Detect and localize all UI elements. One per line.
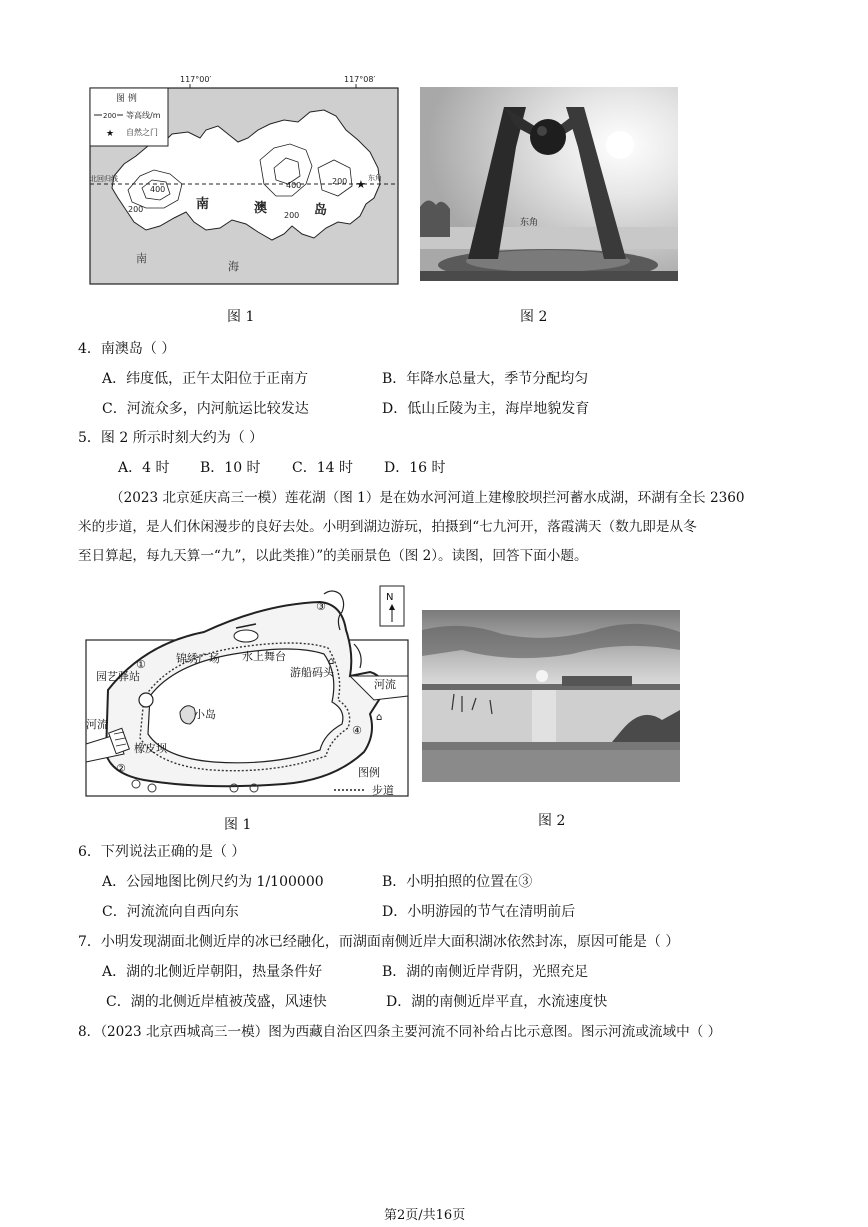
- figure-1-map-lotus-lake: [84, 584, 410, 798]
- contour-value: 400: [150, 185, 166, 194]
- question-5-option-d: D．16 时: [384, 460, 446, 476]
- question-6-option-c: C．河流流向自西向东: [102, 904, 239, 920]
- question-5-option-a: A．4 时: [118, 460, 170, 476]
- legend-trail-label: 步道: [372, 784, 394, 797]
- question-8-stem: 8．（2023 北京西城高三一模）图为西藏自治区四条主要河流不同补给占比示意图。图示河流或流域中（ ）: [78, 1024, 722, 1040]
- house-icon: ⌂: [376, 712, 383, 723]
- label-garden-station: 园艺驿站: [96, 670, 140, 683]
- contour-value: 400: [286, 181, 302, 190]
- question-7-option-d: D．湖的南侧近岸平直，水流速度快: [386, 994, 608, 1010]
- label-rubber-dam: 橡皮坝: [134, 742, 167, 755]
- sunset-photo-svg: [422, 610, 680, 782]
- question-6-stem: 6．下列说法正确的是（ ）: [78, 844, 246, 860]
- island-name-char: 澳: [254, 201, 268, 216]
- legend-title: 图 例: [116, 94, 137, 104]
- nanao-map-svg: [88, 72, 400, 286]
- sea-name-char: 南: [136, 252, 147, 265]
- figure-1-map-nanao: [88, 72, 400, 286]
- question-5-option-c: C．14 时: [292, 460, 353, 476]
- figure-2-photo-sunset: [422, 610, 680, 782]
- figure-2-caption-mid: 图 2: [538, 813, 566, 829]
- point-3-marker: ③: [316, 600, 326, 613]
- lon-right-label: 117°08′: [344, 75, 376, 84]
- point-4-marker: ④: [352, 724, 362, 737]
- label-water-stage: 水上舞台: [242, 650, 286, 663]
- question-4-stem: 4．南澳岛（ ）: [78, 341, 176, 357]
- label-river-east: 河流: [374, 678, 396, 691]
- contour-value: 200: [284, 211, 300, 220]
- figure-1-caption-top: 图 1: [227, 309, 255, 325]
- north-label: N: [386, 592, 394, 603]
- figure-2-photo-monument: [420, 87, 678, 281]
- point-2-marker: ②: [116, 762, 126, 775]
- question-5-stem: 5．图 2 所示时刻大约为（ ）: [78, 430, 264, 446]
- label-jinxiu-square: 锦绣广场: [176, 652, 220, 665]
- intro-line-3: 至日算起，每九天算一“九”，以此类推）”的美丽景色（图 2）。读图，回答下面小题。: [78, 548, 588, 564]
- question-4-option-b: B．年降水总量大，季节分配均匀: [382, 371, 589, 387]
- question-7-option-c: C．湖的北侧近岸植被茂盛，风速快: [106, 994, 327, 1010]
- label-boat-dock: 游船码头: [290, 666, 334, 679]
- legend-contour-value: 200: [103, 112, 117, 120]
- page-number-footer: 第2页/共16页: [384, 1208, 466, 1223]
- question-6-option-d: D．小明游园的节气在清明前后: [382, 904, 576, 920]
- point-1-marker: ①: [136, 658, 146, 671]
- question-7-option-b: B．湖的南侧近岸背阴，光照充足: [382, 964, 589, 980]
- water-stage-symbol: [234, 630, 258, 642]
- label-river-west: 河流: [86, 718, 108, 731]
- question-6-option-b: B．小明拍照的位置在③: [382, 874, 533, 890]
- question-4-option-d: D．低山丘陵为主，海岸地貌发育: [382, 401, 590, 417]
- figure-1-caption-mid: 图 1: [224, 817, 252, 833]
- question-7-option-a: A．湖的北侧近岸朝阳，热量条件好: [102, 964, 323, 980]
- intro-line-2: 米的步道，是人们休闲漫步的良好去处。小明到湖边游玩，拍摄到“七九河开，落霞满天（数九即是从冬: [78, 519, 697, 535]
- legend-contour-label: 等高线/m: [126, 111, 161, 120]
- monument-photo-svg: [420, 87, 678, 281]
- question-7-stem: 7．小明发现湖面北侧近岸的冰已经融化，而湖面南侧近岸大面积湖冰依然封冻，原因可能是（ ）: [78, 934, 680, 950]
- sea-name-char: 海: [228, 260, 239, 273]
- contour-value: 200: [128, 205, 144, 214]
- island-name-char: 岛: [314, 203, 328, 218]
- question-4-option-a: A．纬度低，正午太阳位于正南方: [102, 371, 309, 387]
- legend-star-label: 自然之门: [126, 128, 158, 137]
- figure-2-caption-top: 图 2: [520, 309, 548, 325]
- legend-title-mid: 图例: [358, 766, 380, 779]
- lotus-lake-map-svg: [84, 584, 410, 798]
- tropic-label: 北回归线: [90, 175, 118, 183]
- question-6-option-a: A．公园地图比例尺约为 1/100000: [102, 874, 324, 890]
- garden-station-symbol: [139, 693, 153, 707]
- question-5-option-b: B．10 时: [200, 460, 261, 476]
- question-4-option-c: C．河流众多，内河航运比较发达: [102, 401, 309, 417]
- east-cape-map-label: 东角: [368, 174, 382, 182]
- label-island: 小岛: [194, 708, 216, 721]
- boat-dock-house-icon: ⌂: [328, 656, 335, 667]
- natural-gate-star-icon: ★: [356, 178, 366, 191]
- island-name-char: 南: [196, 197, 210, 212]
- legend-star-icon: ★: [106, 129, 115, 139]
- contour-value: 200: [332, 177, 348, 186]
- monument-label-east-cape: 东角: [520, 218, 539, 228]
- lon-left-label: 117°00′: [180, 75, 212, 84]
- intro-line-1: （2023 北京延庆高三一模）莲花湖（图 1）是在妫水河河道上建橡胶坝拦河蓄水成湖，环湖有全长 2360: [110, 490, 745, 506]
